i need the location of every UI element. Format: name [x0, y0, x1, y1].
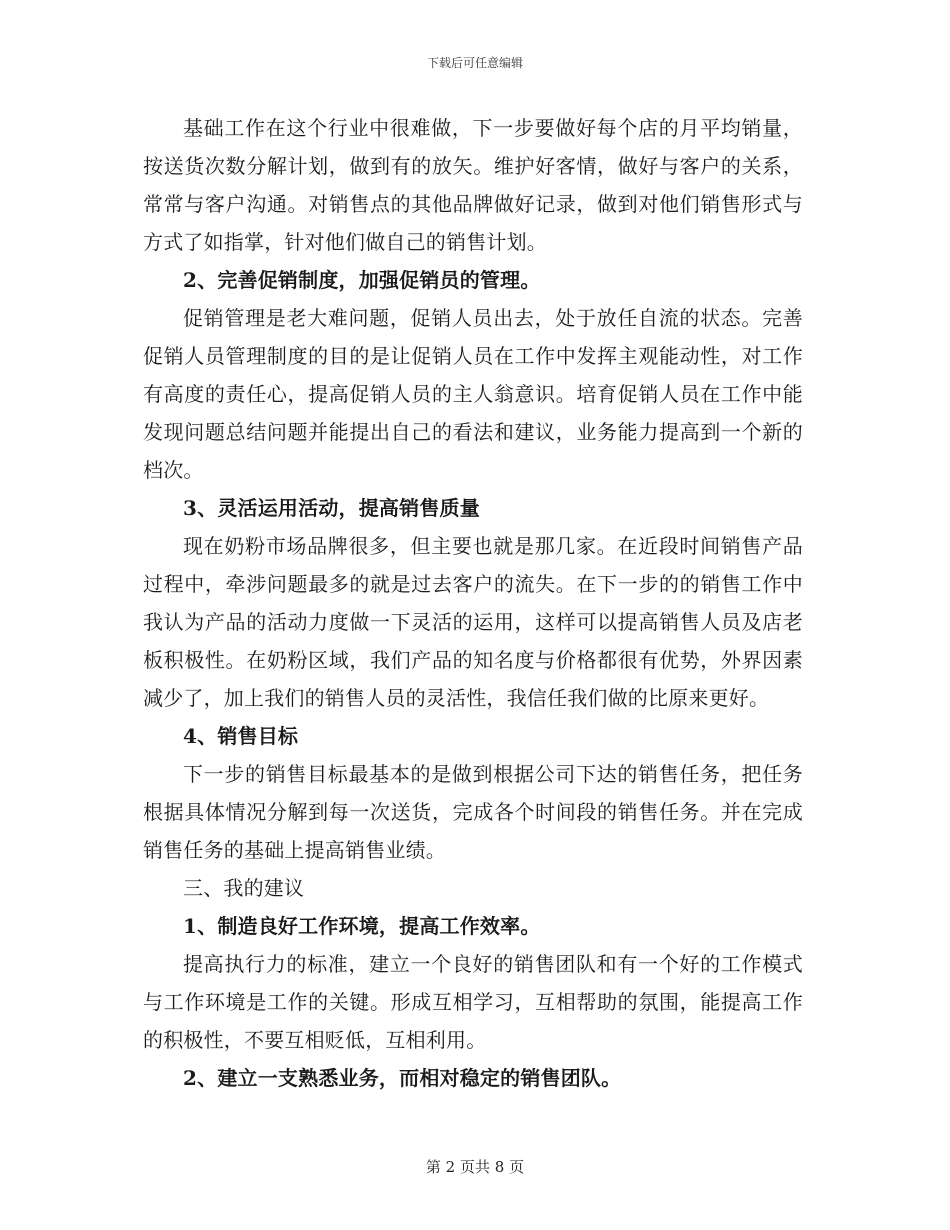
heading-sales-team: 2、建立一支熟悉业务，而相对稳定的销售团队。 — [183, 1066, 622, 1090]
paragraph-work-environment: 提高执行力的标准，建立一个良好的销售团队和有一个好的工作模式与工作环境是工作的关键。形成互相学习，互相帮助的氛围，能提高工作的积极性，不要互相贬低，互相利用。 — [143, 952, 803, 1052]
heading-work-environment: 1、制造良好工作环境，提高工作效率。 — [183, 914, 541, 938]
paragraph-promotion-management: 促销管理是老大难问题，促销人员出去，处于放任自流的状态。完善促销人员管理制度的目的是让促销人员在工作中发挥主观能动性，对工作有高度的责任心，提高促销人员的主人翁意识。培育促销人员在工作中能发现问题总结问题并能提出自己的看法和建议，业务能力提高到一个新的档次。 — [143, 306, 803, 482]
page-number: 第 2 页共 8 页 — [425, 1158, 525, 1176]
heading-sales-target: 4、销售目标 — [183, 724, 299, 748]
heading-promotion-system: 2、完善促销制度，加强促销员的管理。 — [183, 268, 541, 292]
page-header: 下载后可任意编辑 — [426, 56, 523, 70]
paragraph-milk-powder-market: 现在奶粉市场品牌很多，但主要也就是那几家。在近段时间销售产品过程中，牵涉问题最多的就是过去客户的流失。在下一步的的销售工作中我认为产品的活动力度做一下灵活的运用，这样可以提高销售人员及店老板积极性。在奶粉区域，我们产品的知名度与价格都很有优势，外界因素减少了，加上我们的销售人员的灵活性，我信任我们做的比原来更好。 — [143, 534, 803, 710]
document-body — [143, 109, 803, 1097]
paragraph-basic-work: 基础工作在这个行业中很难做，下一步要做好每个店的月平均销量，按送货次数分解计划，做到有的放矢。维护好客情，做好与客户的关系，常常与客户沟通。对销售点的其他品牌做好记录，做到对他们销售形式与方式了如指掌，针对他们做自己的销售计划。 — [143, 116, 803, 254]
paragraph-sales-target: 下一步的销售目标最基本的是做到根据公司下达的销售任务，把任务根据具体情况分解到每一次送货，完成各个时间段的销售任务。并在完成销售任务的基础上提高销售业绩。 — [143, 762, 803, 862]
heading-my-suggestions: 三、我的建议 — [183, 876, 305, 900]
heading-flexible-activities: 3、灵活运用活动，提高销售质量 — [183, 496, 480, 520]
